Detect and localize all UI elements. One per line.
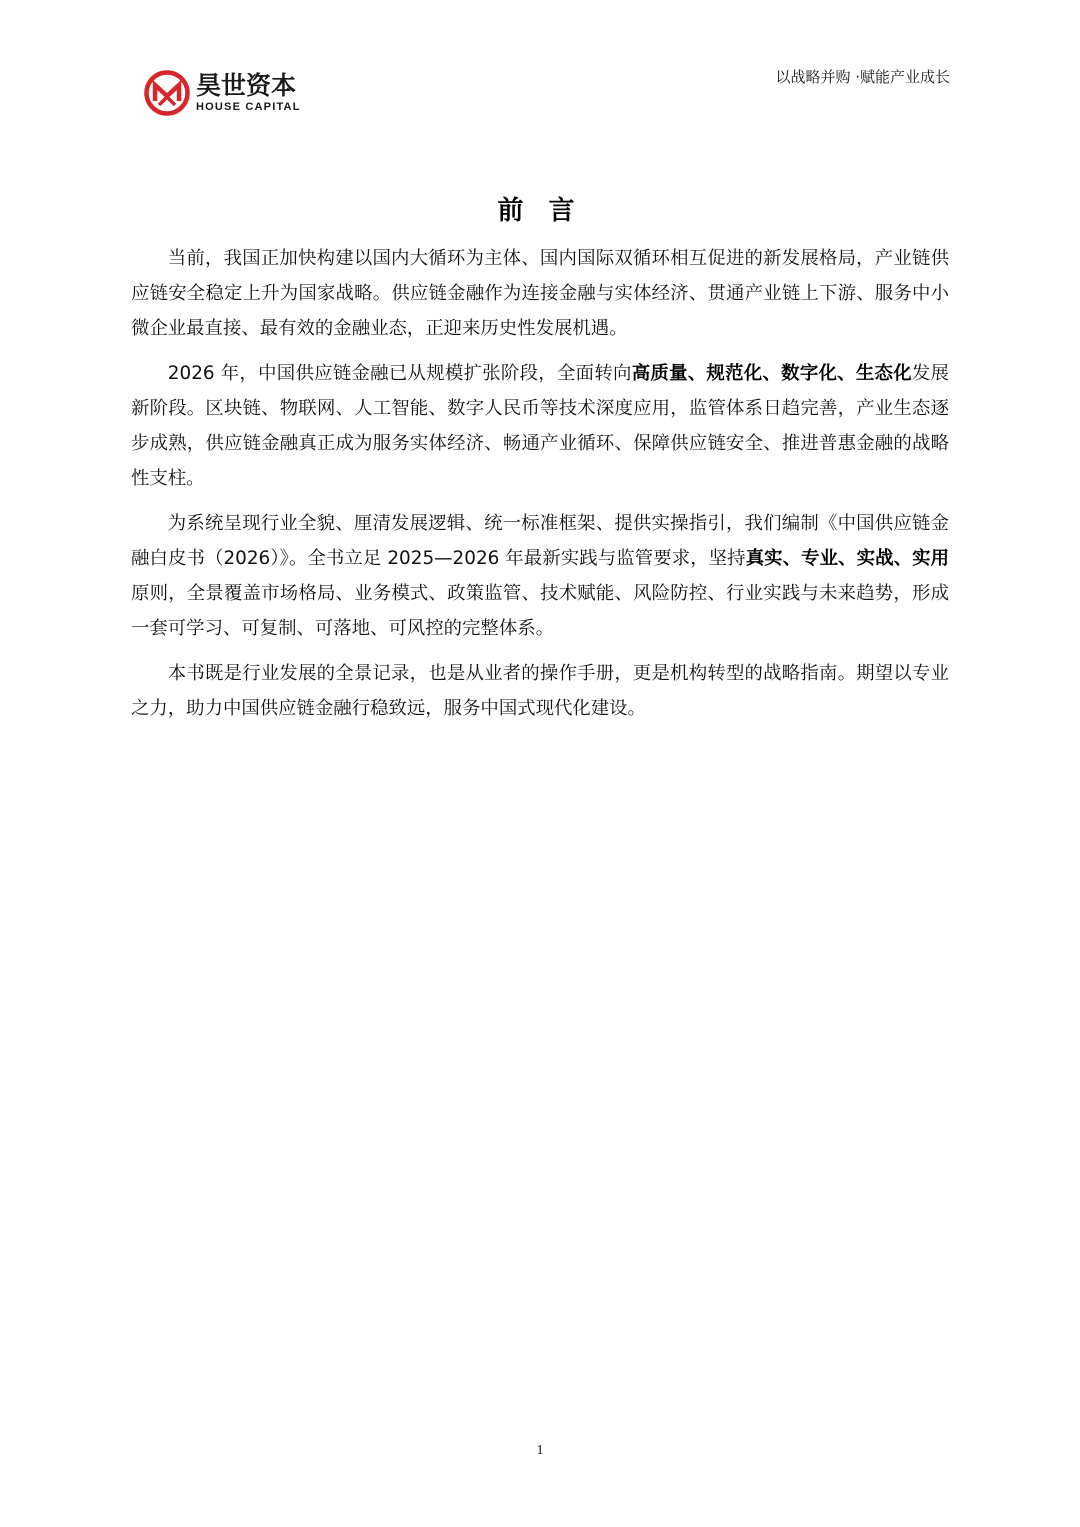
header-slogan: 以战略并购 ·赋能产业成长 — [775, 68, 950, 86]
logo-chinese-name: 昊世资本 — [196, 71, 297, 100]
page-number: 1 — [536, 1443, 544, 1458]
logo-english-name: HOUSE CAPITAL — [196, 101, 301, 113]
paragraph-3-text-b: 原则，全景覆盖市场格局、业务模式、政策监管、技术赋能、风险防控、行业实践与未来趋势，形成一套可学习、可复制、可落地、可风控的完整体系。 — [131, 583, 949, 639]
house-capital-logo — [144, 70, 319, 120]
page-title: 前 言 — [497, 196, 583, 226]
paragraph-4 — [131, 656, 949, 726]
paragraph-2 — [131, 356, 949, 496]
preface-body — [131, 241, 949, 736]
paragraph-2-text-b: 发展新阶段。区块链、物联网、人工智能、数字人民币等技术深度应用，监管体系日趋完善，产业生态逐步成熟，供应链金融真正成为服务实体经济、畅通产业循环、保障供应链安全、推进普惠金融的战略性支柱。 — [131, 363, 949, 489]
paragraph-4-text: 本书既是行业发展的全景记录，也是从业者的操作手册，更是机构转型的战略指南。期望以专业之力，助力中国供应链金融行稳致远，服务中国式现代化建设。 — [131, 663, 949, 719]
paragraph-1-text: 当前，我国正加快构建以国内大循环为主体、国内国际双循环相互促进的新发展格局，产业链供应链安全稳定上升为国家战略。供应链金融作为连接金融与实体经济、贯通产业链上下游、服务中小微企业最直接、最有效的金融业态，正迎来历史性发展机遇。 — [131, 248, 949, 339]
page-header — [0, 0, 1080, 130]
paragraph-2-emphasis: 高质量、规范化、数字化、生态化 — [631, 363, 912, 384]
paragraph-2-text-a: 2026 年，中国供应链金融已从规模扩张阶段，全面转向 — [167, 363, 632, 384]
paragraph-1 — [131, 241, 949, 346]
paragraph-3-emphasis: 真实、专业、实战、实用 — [745, 548, 949, 569]
paragraph-3 — [131, 506, 949, 646]
paragraph-3-text-a: 为系统呈现行业全貌、厘清发展逻辑、统一标准框架、提供实操指引，我们编制《中国供应链金融白皮书（2026）》。全书立足 2025—2026 年最新实践与监管要求，坚持 — [131, 513, 949, 569]
house-capital-logo-icon — [144, 70, 190, 116]
